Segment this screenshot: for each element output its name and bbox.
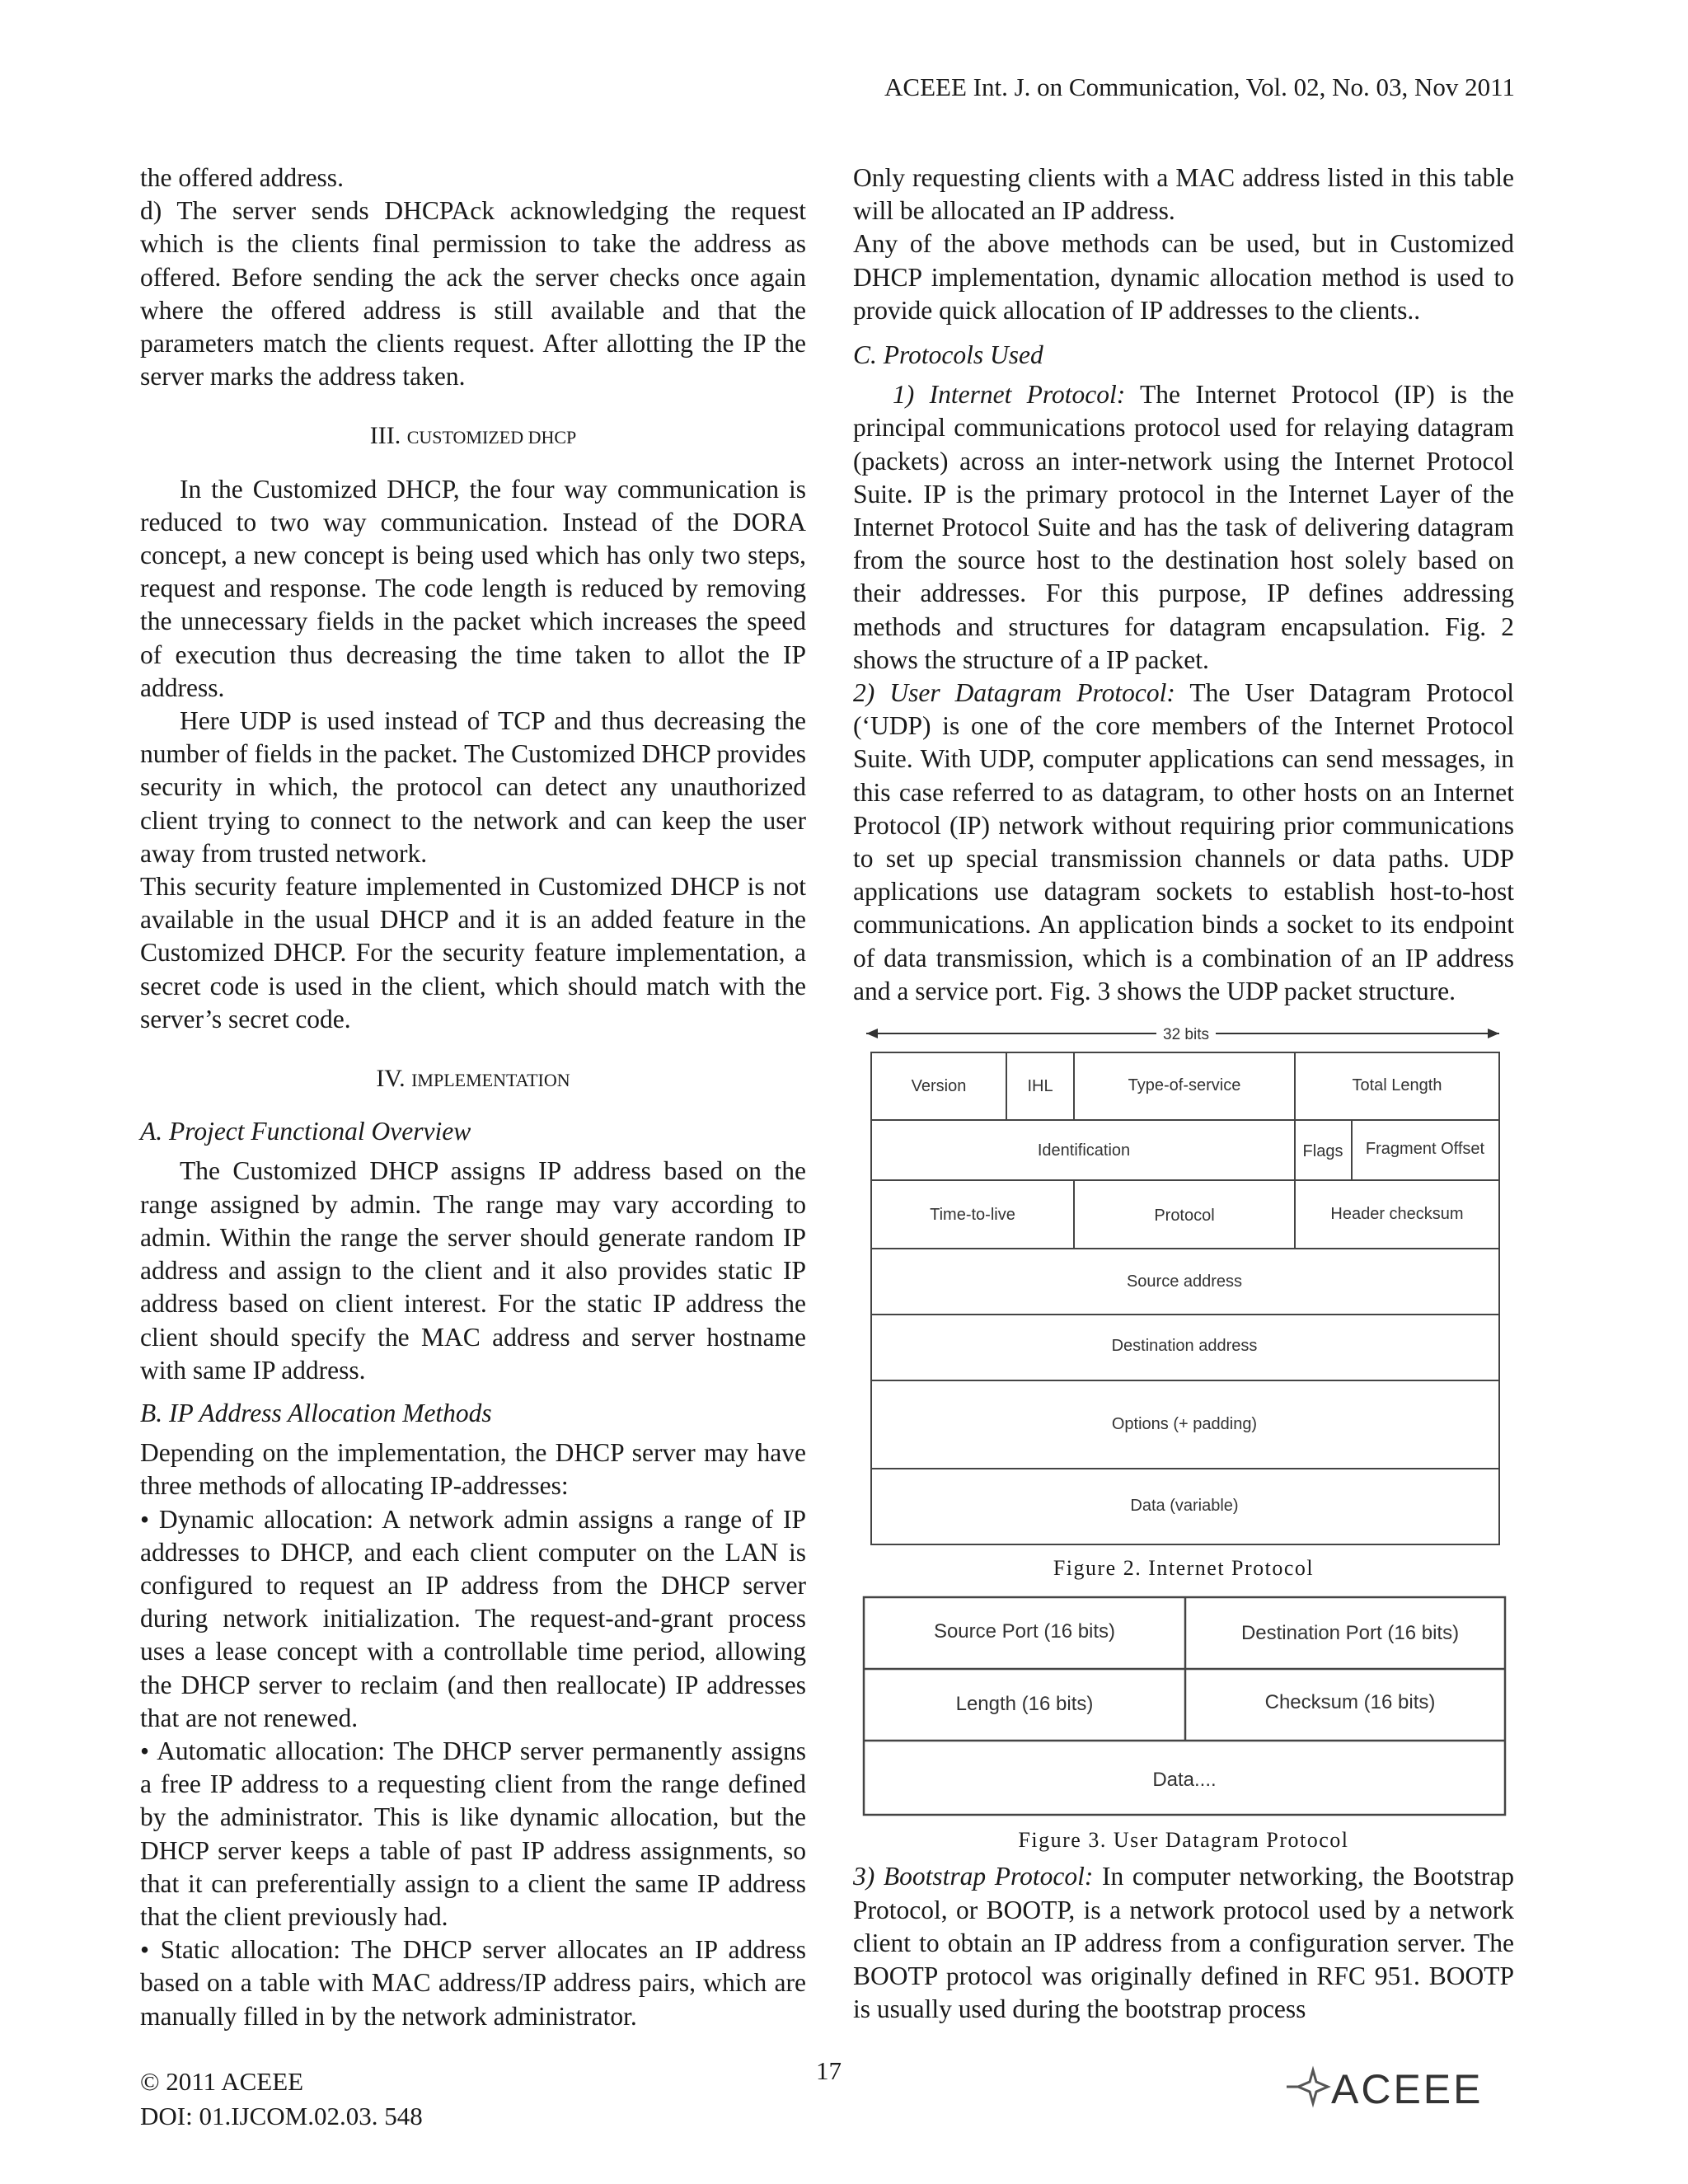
section-title: CUSTOMIZED DHCP bbox=[406, 427, 577, 448]
field-version: Version bbox=[911, 1077, 967, 1096]
field-ihl: IHL bbox=[1027, 1077, 1053, 1096]
paragraph-text: The User Datagram Protocol (‘UDP) is one of the core members of the Internet Protocol Suite. With UDP, computer applications can send messages, in this case referred to as datagram, to other hosts on an Internet Protocol (IP) network without requiring prior communications to set up special transmission channels or data paths. UDP applications use datagram sockets to establish host-to-host communications. An application binds a socket to its endpoint of data transmission, which is a combination of an IP address and a service port. Fig. 3 shows the UDP packet structure. bbox=[853, 678, 1514, 1005]
star-icon bbox=[1287, 2070, 1328, 2103]
run-in-heading: 2) User Datagram Protocol: bbox=[853, 678, 1175, 708]
aceee-logo bbox=[1282, 2062, 1521, 2111]
field-source-port: Source Port (16 bits) bbox=[933, 1620, 1116, 1643]
field-udp-data: Data.... bbox=[1152, 1769, 1217, 1792]
field-data: Data (variable) bbox=[1130, 1497, 1239, 1516]
field-time-to-live: Time-to-live bbox=[930, 1206, 1015, 1225]
page-number: 17 bbox=[816, 2056, 842, 2085]
paragraph-text: The Internet Protocol (IP) is the principal communications protocol used for relaying datagram (packets) across an inter-network using the Internet Protocol Suite. IP is the primary protocol in the Internet Layer of the Internet Protocol Suite and has the task of delivering datagram from the source host to the destination host solely based on their addresses. For this purpose, IP defines addressing methods and structures for datagram encapsulation. Fig. 2 shows the structure of a IP packet. bbox=[853, 380, 1515, 674]
width-label: 32 bits bbox=[1163, 1026, 1209, 1044]
paragraph-bootp bbox=[853, 1860, 1514, 2026]
section-number: IV. bbox=[376, 1065, 412, 1093]
paragraph: Here UDP is used instead of TCP and thus decreasing the number of fields in the packet. The Customized DHCP provides security in which, the protocol can detect any unauthorized client trying to connect to the network and can keep the user away from trusted network. bbox=[140, 706, 806, 868]
ip-header-figure bbox=[853, 1019, 1514, 1547]
paragraph: In the Customized DHCP, the four way communication is reduced to two way communication. Instead of the DORA concept, a new concept is being used which has only two steps, request and response. The code length is reduced by removing the unnecessary fields in the packet which increases the speed of execution thus decreasing the time taken to allot the IP address. bbox=[140, 474, 806, 702]
field-length: Length (16 bits) bbox=[955, 1693, 1094, 1716]
field-header-checksum: Header checksum bbox=[1330, 1205, 1464, 1224]
paragraph: Any of the above methods can be used, but in Customized DHCP implementation, dynamic allocation method is used to provide quick allocation of IP addresses to the clients.. bbox=[853, 229, 1514, 325]
bullet-item: • Automatic allocation: The DHCP server permanently assigns a free IP address to a requesting client from the range defined by the administrator. This is like dynamic allocation, but the DHCP server keeps a table of past IP address assignments, so that it can preferentially assign to a client the same IP address that the client previously had. bbox=[140, 1736, 806, 1931]
figure-2-caption: Figure 2. Internet Protocol bbox=[1053, 1556, 1315, 1581]
bullet-item: • Static allocation: The DHCP server allocates an IP address based on a table with MAC address/IP address pairs, which are manually filled in by the network administrator. bbox=[140, 1935, 806, 2031]
section-title: IMPLEMENTATION bbox=[411, 1070, 570, 1091]
paragraph: the offered address. bbox=[140, 163, 344, 192]
paragraph: Only requesting clients with a MAC address listed in this table will be allocated an IP address. bbox=[853, 163, 1514, 226]
figure-3-caption: Figure 3. User Datagram Protocol bbox=[1018, 1828, 1349, 1853]
field-destination-address: Destination address bbox=[1111, 1337, 1258, 1356]
field-flags: Flags bbox=[1302, 1142, 1343, 1161]
subsection-heading-b: B. IP Address Allocation Methods bbox=[140, 1398, 492, 1427]
field-type-of-service: Type-of-service bbox=[1128, 1076, 1241, 1095]
field-source-address: Source address bbox=[1126, 1272, 1243, 1291]
bullet-item: • Dynamic allocation: A network admin assigns a range of IP addresses to DHCP, and each client computer on the LAN is configured to request an IP address from the DHCP server during network initialization. The request-and-grant process uses a lease concept with a controllable time period, allowing the DHCP server to reclaim (and then reallocate) IP addresses that are not renewed. bbox=[140, 1504, 806, 1732]
field-fragment-offset: Fragment Offset bbox=[1365, 1140, 1485, 1159]
paragraph: The Customized DHCP assigns IP address based on the range assigned by admin. The range may vary according to admin. Within the range the server should generate random IP address and assign to the client and it also provides static IP address based on client interest. For the static IP address the client should specify the MAC address and server hostname with same IP address. bbox=[140, 1156, 806, 1385]
field-options: Options (+ padding) bbox=[1111, 1415, 1258, 1434]
copyright: © 2011 ACEEE bbox=[140, 2067, 304, 2096]
paragraph-udp bbox=[853, 677, 1514, 1008]
field-identification: Identification bbox=[1037, 1141, 1131, 1160]
run-in-heading: 3) Bootstrap Protocol: bbox=[853, 1862, 1094, 1891]
doi: DOI: 01.IJCOM.02.03. 548 bbox=[140, 2102, 423, 2130]
section-heading-3 bbox=[140, 419, 806, 454]
paragraph: d) The server sends DHCPAck acknowledging the request which is the clients final permission to take the address as offered. Before sending the ack the server checks once again where the offered address is still available and that the parameters match the clients request. After allotting the IP the server marks the address taken. bbox=[140, 196, 806, 391]
run-in-heading: 1) Internet Protocol: bbox=[893, 380, 1126, 410]
paragraph-text: In computer networking, the Bootstrap Protocol, or BOOTP, is a network protocol used by a network client to obtain an IP address from a configuration server. The BOOTP protocol was originally defined in RFC 951. BOOTP is usually used during the bootstrap process bbox=[853, 1862, 1514, 2024]
field-total-length: Total Length bbox=[1352, 1076, 1442, 1095]
field-destination-port: Destination Port (16 bits) bbox=[1240, 1622, 1460, 1645]
paragraph: This security feature implemented in Customized DHCP is not available in the usual DHCP and it is an added feature in the Customized DHCP. For the security feature implementation, a secret code is used in the client, which should match with the server’s secret code. bbox=[140, 872, 806, 1033]
udp-header-figure bbox=[853, 1595, 1514, 1819]
field-checksum: Checksum (16 bits) bbox=[1264, 1691, 1436, 1714]
logo-text: ACEEE bbox=[1331, 2066, 1484, 2111]
subsection-heading-a: A. Project Functional Overview bbox=[140, 1117, 471, 1146]
paragraph: Depending on the implementation, the DHCP server may have three methods of allocating IP-addresses: bbox=[140, 1438, 806, 1501]
paragraph-ip bbox=[853, 378, 1514, 677]
section-number: III. bbox=[369, 422, 407, 450]
footer bbox=[140, 2064, 423, 2134]
right-column bbox=[853, 162, 1514, 2027]
subsection-heading-c: C. Protocols Used bbox=[853, 340, 1043, 370]
left-column bbox=[140, 162, 806, 2033]
journal-header: ACEEE Int. J. on Communication, Vol. 02, No. 03, Nov 2011 bbox=[884, 73, 1515, 101]
field-protocol: Protocol bbox=[1154, 1207, 1215, 1226]
section-heading-4 bbox=[140, 1062, 806, 1097]
